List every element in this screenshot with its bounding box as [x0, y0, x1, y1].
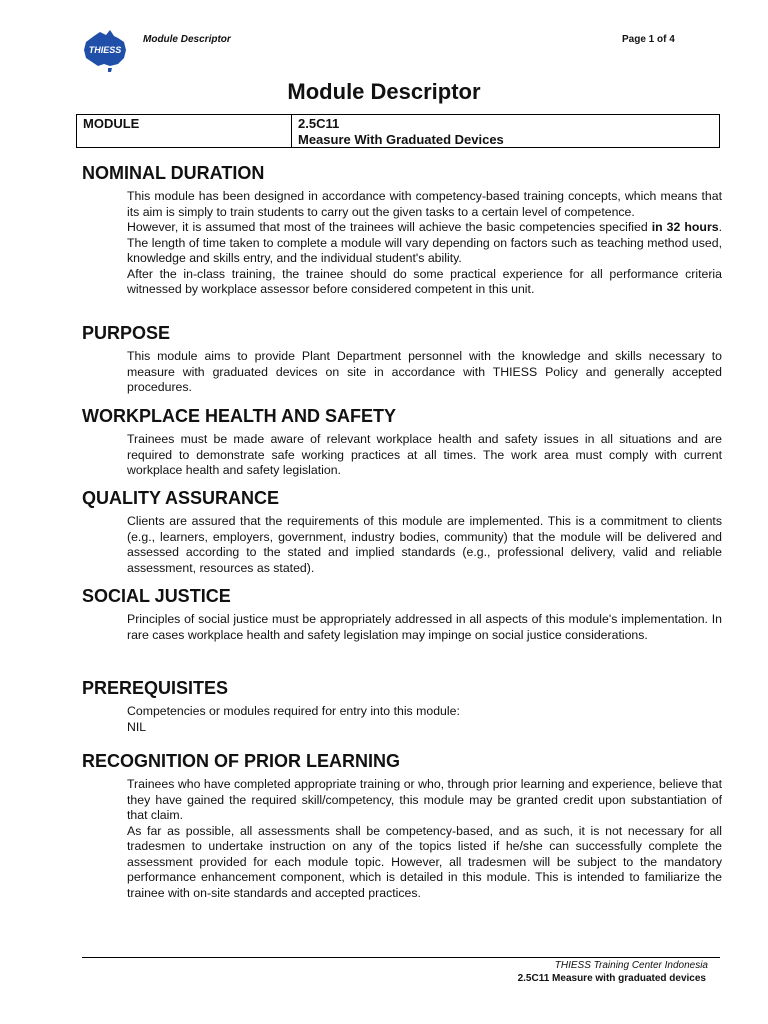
section-body — [127, 612, 722, 643]
section-quality-assurance — [82, 487, 722, 576]
document-title: Module Descriptor — [287, 79, 481, 104]
paragraph: Trainees who have completed appropriate training or who, through prior learning and experience, believe that they have gained the required skill/competency, this module may be granted credit upon substantiation of that claim. — [127, 777, 722, 822]
logo-text: THIESS — [88, 45, 122, 55]
module-label: MODULE — [77, 115, 292, 147]
section-body — [127, 432, 722, 479]
section-body — [127, 189, 722, 298]
module-info — [292, 115, 719, 147]
paragraph: Principles of social justice must be appropriately addressed in all aspects of this module's implementation. In rare cases workplace health and safety legislation may impinge on social justice considerations. — [127, 612, 722, 642]
section-body — [127, 514, 722, 576]
section-heading: PREREQUISITES — [82, 678, 229, 698]
section-heading: PURPOSE — [82, 323, 171, 343]
paragraph: This module aims to provide Plant Department personnel with the knowledge and skills necessary to measure with graduated devices on site in accordance with THIESS Policy and generally accepted procedures. — [127, 349, 722, 394]
thiess-logo — [80, 28, 130, 74]
section-heading: SOCIAL JUSTICE — [82, 586, 231, 606]
paragraph: This module has been designed in accordance with competency-based training concepts, which means that its aim is simply to train students to carry out the given tasks to a certain level of competence. — [127, 189, 722, 219]
section-purpose — [82, 322, 722, 396]
duration-hours: in 32 hours — [651, 220, 719, 234]
module-name: Measure With Graduated Devices — [298, 132, 504, 147]
paragraph: As far as possible, all assessments shall be competency-based, and as such, it is not necessary for all tradesmen to undertake instruction on any of the topics listed if he/she can successfully complete the assessment provided for each module topic. However, all tradesmen will be subject to the mandatory performance enhancement component, which is detailed in this module. This is intended to familiarize the trainee with on-site standards and accepted practices. — [127, 823, 722, 900]
paragraph: However, it is assumed that most of the trainees will achieve the basic competencies specified in 32 hours. The length of time taken to complete a module will vary depending on factors such as teaching method used, knowledge and skills entry, and the individual student's ability. — [127, 220, 722, 265]
paragraph: Trainees must be made aware of relevant workplace health and safety issues in all situations and are required to demonstrate safe working practices at all times. The work area must comply with current workplace health and safety legislation. — [127, 432, 722, 477]
paragraph: Clients are assured that the requirements of this module are implemented. This is a commitment to clients (e.g., learners, employers, government, industry bodies, community) that the module will be delivered and assessed according to the stated and implied standards (e.g., professional delivery, valid and reliable assessment, resources as stated). — [127, 514, 722, 575]
section-workplace-health-safety — [82, 405, 722, 479]
prerequisites-value: NIL — [127, 719, 147, 734]
section-nominal-duration — [82, 162, 722, 298]
footer-organization: THIESS Training Center Indonesia — [554, 960, 708, 971]
section-body — [127, 349, 722, 396]
section-heading: NOMINAL DURATION — [82, 163, 265, 183]
section-heading: QUALITY ASSURANCE — [82, 488, 280, 508]
footer-rule — [82, 957, 720, 958]
section-body — [127, 777, 722, 901]
paragraph: After the in-class training, the trainee should do some practical experience for all performance criteria witnessed by workplace assessor before considered competent in this unit. — [127, 266, 722, 296]
module-table — [76, 114, 720, 148]
section-heading: RECOGNITION OF PRIOR LEARNING — [82, 751, 401, 771]
footer-module: 2.5C11 Measure with graduated devices — [517, 973, 706, 984]
section-prerequisites — [82, 677, 722, 735]
section-recognition-prior-learning — [82, 750, 722, 901]
module-code: 2.5C11 — [298, 116, 340, 131]
section-body — [127, 704, 722, 735]
section-heading: WORKPLACE HEALTH AND SAFETY — [82, 406, 396, 426]
paragraph: Competencies or modules required for entry into this module: — [127, 704, 460, 718]
page-number: Page 1 of 4 — [622, 34, 675, 45]
header-title: Module Descriptor — [143, 34, 231, 45]
section-social-justice — [82, 585, 722, 643]
